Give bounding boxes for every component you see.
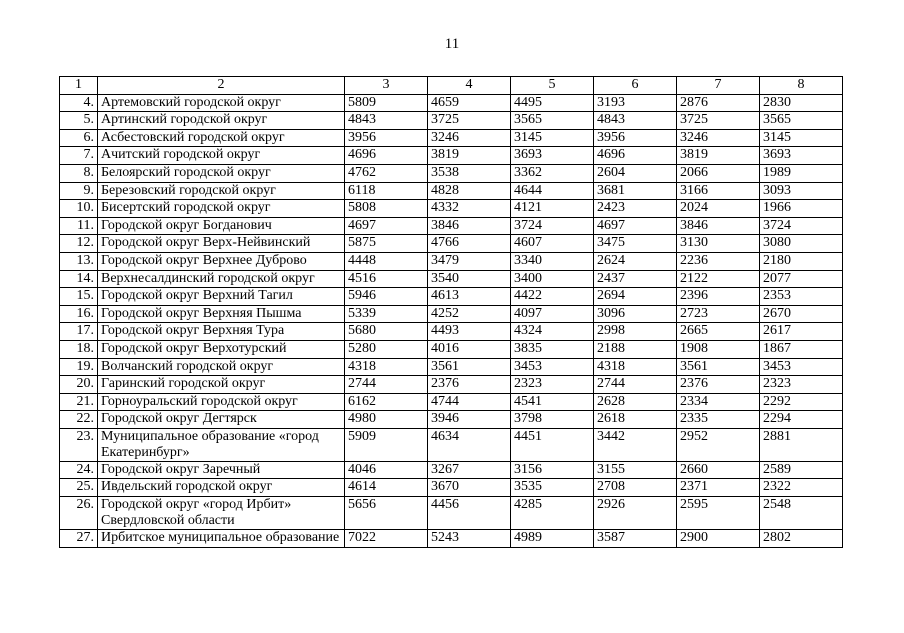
row-number: 7. [60,147,98,165]
column-header-4: 4 [428,77,511,95]
value-cell-col-6: 2604 [594,164,677,182]
value-cell-col-3: 4980 [345,411,428,429]
row-number: 10. [60,200,98,218]
value-cell-col-4: 3540 [428,270,511,288]
value-cell-col-8: 3145 [760,129,843,147]
municipality-name: Бисертский городской округ [98,200,345,218]
value-cell-col-5: 3724 [511,217,594,235]
value-cell-col-6: 2744 [594,376,677,394]
value-cell-col-6: 4697 [594,217,677,235]
value-cell-col-6: 3155 [594,461,677,479]
row-number: 24. [60,461,98,479]
row-number: 15. [60,288,98,306]
page-number: 11 [444,36,460,52]
value-cell-col-8: 1867 [760,340,843,358]
value-cell-col-3: 5808 [345,200,428,218]
column-header-7: 7 [677,77,760,95]
value-cell-col-8: 1966 [760,200,843,218]
value-cell-col-7: 3166 [677,182,760,200]
municipality-name: Городской округ Дегтярск [98,411,345,429]
value-cell-col-8: 2881 [760,428,843,461]
column-header-5: 5 [511,77,594,95]
value-cell-col-8: 3724 [760,217,843,235]
value-cell-col-3: 4696 [345,147,428,165]
value-cell-col-3: 4614 [345,479,428,497]
municipality-name: Березовский городской округ [98,182,345,200]
row-number: 23. [60,428,98,461]
row-number: 12. [60,235,98,253]
row-number: 22. [60,411,98,429]
value-cell-col-6: 2624 [594,252,677,270]
table-row [60,288,843,306]
municipality-name: Асбестовский городской округ [98,129,345,147]
table-row [60,270,843,288]
value-cell-col-4: 3946 [428,411,511,429]
municipality-name: Городской округ Заречный [98,461,345,479]
value-cell-col-7: 3130 [677,235,760,253]
table-row [60,252,843,270]
municipality-name: Городской округ Верх-Нейвинский [98,235,345,253]
row-number: 20. [60,376,98,394]
municipality-name: Ачитский городской округ [98,147,345,165]
row-number: 25. [60,479,98,497]
value-cell-col-8: 3565 [760,112,843,130]
value-cell-col-7: 2371 [677,479,760,497]
value-cell-col-6: 2708 [594,479,677,497]
value-cell-col-4: 4332 [428,200,511,218]
value-cell-col-3: 7022 [345,530,428,548]
table-row [60,358,843,376]
value-cell-col-8: 2548 [760,497,843,530]
value-cell-col-3: 4516 [345,270,428,288]
value-cell-col-7: 3819 [677,147,760,165]
value-cell-col-6: 2188 [594,340,677,358]
table-row [60,340,843,358]
value-cell-col-3: 4448 [345,252,428,270]
value-cell-col-4: 3846 [428,217,511,235]
value-cell-col-4: 3561 [428,358,511,376]
value-cell-col-6: 3475 [594,235,677,253]
value-cell-col-5: 4285 [511,497,594,530]
row-number: 16. [60,305,98,323]
value-cell-col-6: 4318 [594,358,677,376]
row-number: 5. [60,112,98,130]
municipality-name: Городской округ Верхнее Дуброво [98,252,345,270]
value-cell-col-6: 2618 [594,411,677,429]
value-cell-col-3: 5875 [345,235,428,253]
value-cell-col-3: 5680 [345,323,428,341]
table-row [60,112,843,130]
value-cell-col-3: 4843 [345,112,428,130]
value-cell-col-6: 3193 [594,94,677,112]
value-cell-col-5: 4451 [511,428,594,461]
value-cell-col-3: 5809 [345,94,428,112]
value-cell-col-8: 2589 [760,461,843,479]
row-number: 18. [60,340,98,358]
value-cell-col-4: 4828 [428,182,511,200]
value-cell-col-7: 2335 [677,411,760,429]
table-row [60,200,843,218]
value-cell-col-8: 2323 [760,376,843,394]
value-cell-col-5: 4097 [511,305,594,323]
value-cell-col-4: 4016 [428,340,511,358]
value-cell-col-8: 2077 [760,270,843,288]
value-cell-col-6: 4696 [594,147,677,165]
value-cell-col-7: 2595 [677,497,760,530]
value-cell-col-5: 3400 [511,270,594,288]
value-cell-col-6: 2694 [594,288,677,306]
municipality-name: Белоярский городской округ [98,164,345,182]
row-number: 6. [60,129,98,147]
value-cell-col-5: 4644 [511,182,594,200]
value-cell-col-3: 3956 [345,129,428,147]
value-cell-col-5: 4989 [511,530,594,548]
value-cell-col-5: 2323 [511,376,594,394]
value-cell-col-7: 2334 [677,393,760,411]
value-cell-col-3: 5339 [345,305,428,323]
value-cell-col-4: 5243 [428,530,511,548]
value-cell-col-8: 2180 [760,252,843,270]
value-cell-col-3: 2744 [345,376,428,394]
value-cell-col-7: 3246 [677,129,760,147]
value-cell-col-3: 5946 [345,288,428,306]
value-cell-col-5: 3565 [511,112,594,130]
municipality-name: Городской округ «город Ирбит» Свердловской области [98,497,345,530]
value-cell-col-3: 5280 [345,340,428,358]
value-cell-col-4: 3819 [428,147,511,165]
data-table [59,76,843,548]
table-row [60,393,843,411]
table-row [60,461,843,479]
value-cell-col-5: 3362 [511,164,594,182]
value-cell-col-4: 3246 [428,129,511,147]
value-cell-col-7: 2066 [677,164,760,182]
value-cell-col-7: 1908 [677,340,760,358]
value-cell-col-3: 4762 [345,164,428,182]
municipality-name: Ивдельский городской округ [98,479,345,497]
value-cell-col-6: 3442 [594,428,677,461]
column-header-3: 3 [345,77,428,95]
value-cell-col-7: 2900 [677,530,760,548]
value-cell-col-6: 4843 [594,112,677,130]
value-cell-col-7: 2876 [677,94,760,112]
municipality-name: Артинский городской округ [98,112,345,130]
value-cell-col-8: 3080 [760,235,843,253]
value-cell-col-6: 2998 [594,323,677,341]
column-header-8: 8 [760,77,843,95]
value-cell-col-8: 2353 [760,288,843,306]
row-number: 19. [60,358,98,376]
municipality-name: Городской округ Верхняя Пышма [98,305,345,323]
value-cell-col-3: 4046 [345,461,428,479]
row-number: 26. [60,497,98,530]
value-cell-col-5: 3835 [511,340,594,358]
value-cell-col-3: 5656 [345,497,428,530]
value-cell-col-4: 4766 [428,235,511,253]
row-number: 14. [60,270,98,288]
table-row [60,129,843,147]
value-cell-col-8: 2802 [760,530,843,548]
column-header-6: 6 [594,77,677,95]
value-cell-col-8: 2294 [760,411,843,429]
row-number: 4. [60,94,98,112]
value-cell-col-8: 1989 [760,164,843,182]
table-row [60,428,843,461]
value-cell-col-8: 2292 [760,393,843,411]
value-cell-col-7: 2660 [677,461,760,479]
value-cell-col-3: 4318 [345,358,428,376]
municipality-name: Городской округ Богданович [98,217,345,235]
value-cell-col-7: 2952 [677,428,760,461]
value-cell-col-6: 2628 [594,393,677,411]
value-cell-col-7: 2024 [677,200,760,218]
value-cell-col-6: 3096 [594,305,677,323]
value-cell-col-5: 3145 [511,129,594,147]
municipality-name: Волчанский городской округ [98,358,345,376]
value-cell-col-7: 2122 [677,270,760,288]
value-cell-col-4: 3538 [428,164,511,182]
value-cell-col-8: 2830 [760,94,843,112]
municipality-name: Ирбитское муниципальное образование [98,530,345,548]
value-cell-col-4: 4493 [428,323,511,341]
table-row [60,235,843,253]
value-cell-col-4: 2376 [428,376,511,394]
value-cell-col-8: 2617 [760,323,843,341]
value-cell-col-5: 4541 [511,393,594,411]
value-cell-col-5: 4495 [511,94,594,112]
value-cell-col-3: 6118 [345,182,428,200]
value-cell-col-5: 3535 [511,479,594,497]
value-cell-col-7: 3725 [677,112,760,130]
value-cell-col-4: 4252 [428,305,511,323]
value-cell-col-4: 4744 [428,393,511,411]
table-row [60,164,843,182]
header-row [60,77,843,95]
value-cell-col-8: 2670 [760,305,843,323]
value-cell-col-7: 2723 [677,305,760,323]
value-cell-col-7: 2236 [677,252,760,270]
value-cell-col-5: 3156 [511,461,594,479]
table-row [60,323,843,341]
value-cell-col-8: 3693 [760,147,843,165]
value-cell-col-6: 3587 [594,530,677,548]
value-cell-col-4: 3670 [428,479,511,497]
table-row [60,305,843,323]
table-row [60,479,843,497]
value-cell-col-8: 2322 [760,479,843,497]
value-cell-col-5: 4607 [511,235,594,253]
value-cell-col-5: 3693 [511,147,594,165]
row-number: 9. [60,182,98,200]
value-cell-col-6: 2437 [594,270,677,288]
value-cell-col-3: 4697 [345,217,428,235]
row-number: 21. [60,393,98,411]
value-cell-col-5: 3798 [511,411,594,429]
value-cell-col-7: 3561 [677,358,760,376]
row-number: 13. [60,252,98,270]
table-body [60,94,843,547]
municipality-name: Верхнесалдинский городской округ [98,270,345,288]
row-number: 8. [60,164,98,182]
value-cell-col-7: 2376 [677,376,760,394]
row-number: 27. [60,530,98,548]
column-header-1: 1 [60,77,98,95]
value-cell-col-4: 3267 [428,461,511,479]
municipality-name: Городской округ Верхняя Тура [98,323,345,341]
value-cell-col-4: 3725 [428,112,511,130]
value-cell-col-3: 5909 [345,428,428,461]
value-cell-col-4: 4659 [428,94,511,112]
value-cell-col-7: 2396 [677,288,760,306]
value-cell-col-4: 4456 [428,497,511,530]
value-cell-col-5: 3340 [511,252,594,270]
table-row [60,376,843,394]
municipality-name: Городской округ Верхотурский [98,340,345,358]
municipality-name: Горноуральский городской округ [98,393,345,411]
value-cell-col-4: 4634 [428,428,511,461]
value-cell-col-7: 2665 [677,323,760,341]
row-number: 17. [60,323,98,341]
municipality-name: Артемовский городской округ [98,94,345,112]
value-cell-col-8: 3453 [760,358,843,376]
value-cell-col-4: 4613 [428,288,511,306]
municipality-name: Гаринский городской округ [98,376,345,394]
table-row [60,94,843,112]
value-cell-col-3: 6162 [345,393,428,411]
value-cell-col-5: 4422 [511,288,594,306]
table-row [60,147,843,165]
value-cell-col-6: 3956 [594,129,677,147]
table-row [60,530,843,548]
table-row [60,497,843,530]
municipality-name: Муниципальное образование «город Екатеринбург» [98,428,345,461]
table-row [60,411,843,429]
value-cell-col-8: 3093 [760,182,843,200]
municipality-name: Городской округ Верхний Тагил [98,288,345,306]
table-row [60,182,843,200]
value-cell-col-5: 3453 [511,358,594,376]
value-cell-col-6: 2423 [594,200,677,218]
value-cell-col-6: 3681 [594,182,677,200]
column-header-2: 2 [98,77,345,95]
value-cell-col-7: 3846 [677,217,760,235]
value-cell-col-6: 2926 [594,497,677,530]
value-cell-col-5: 4324 [511,323,594,341]
value-cell-col-5: 4121 [511,200,594,218]
row-number: 11. [60,217,98,235]
value-cell-col-4: 3479 [428,252,511,270]
table-row [60,217,843,235]
